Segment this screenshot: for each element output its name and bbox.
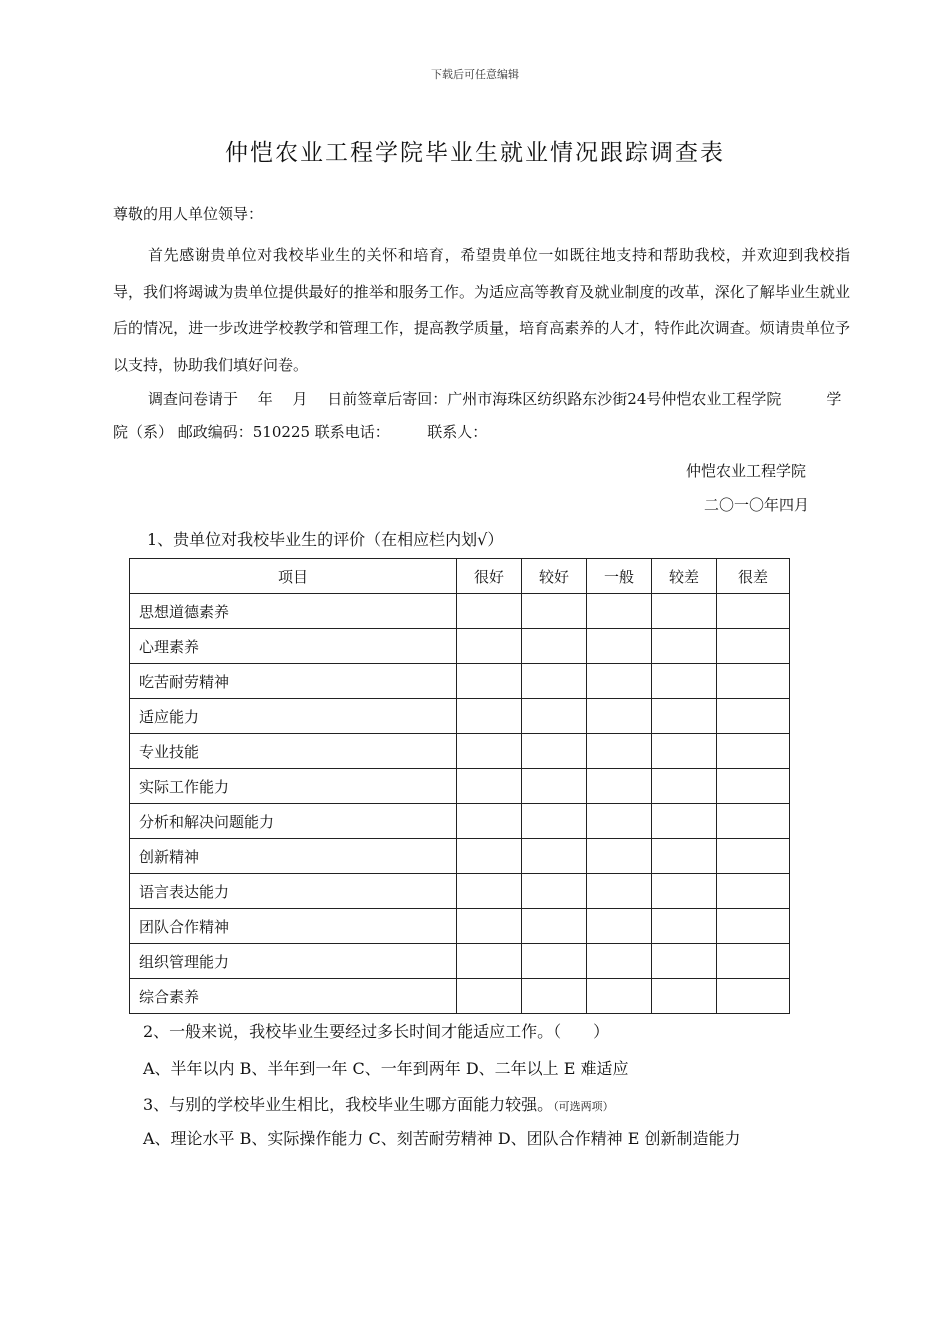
rating-item-label: 思想道德素养 — [130, 594, 457, 629]
table-row — [130, 769, 790, 804]
rating-checkbox-cell[interactable] — [717, 839, 790, 874]
rating-checkbox-cell[interactable] — [652, 594, 717, 629]
rating-table-header-row — [130, 559, 790, 594]
rating-checkbox-cell[interactable] — [717, 909, 790, 944]
rating-item-label: 综合素养 — [130, 979, 457, 1014]
table-row — [130, 979, 790, 1014]
intro-paragraph: 首先感谢贵单位对我校毕业生的关怀和培育，希望贵单位一如既往地支持和帮助我校，并欢迎到我校指导，我们将竭诚为贵单位提供最好的推举和服务工作。为适应高等教育及就业制度的改革，深化了解毕业生就业后的情况，进一步改进学校教学和管理工作，提高教学质量，培育高素养的人才，特作此次调查。烦请贵单位予以支持，协助我们填好问卷。 — [113, 246, 850, 374]
rating-checkbox-cell[interactable] — [457, 769, 522, 804]
rating-checkbox-cell[interactable] — [522, 594, 587, 629]
rating-checkbox-cell[interactable] — [522, 734, 587, 769]
rating-checkbox-cell[interactable] — [457, 664, 522, 699]
rating-checkbox-cell[interactable] — [457, 979, 522, 1014]
rating-checkbox-cell[interactable] — [587, 804, 652, 839]
rating-checkbox-cell[interactable] — [652, 874, 717, 909]
rating-item-label: 语言表达能力 — [130, 874, 457, 909]
rating-checkbox-cell[interactable] — [522, 769, 587, 804]
rating-checkbox-cell[interactable] — [587, 594, 652, 629]
question-2-options: A、半年以内 B、半年到一年 C、一年到两年 D、二年以上 E 难适应 — [143, 1059, 629, 1078]
table-row — [130, 664, 790, 699]
rating-checkbox-cell[interactable] — [652, 804, 717, 839]
rating-checkbox-cell[interactable] — [522, 909, 587, 944]
rating-checkbox-cell[interactable] — [457, 629, 522, 664]
rating-item-label: 实际工作能力 — [130, 769, 457, 804]
rating-table-body — [130, 594, 790, 1014]
rating-checkbox-cell[interactable] — [587, 629, 652, 664]
rating-checkbox-cell[interactable] — [522, 804, 587, 839]
rating-item-label: 团队合作精神 — [130, 909, 457, 944]
table-row — [130, 629, 790, 664]
rating-item-label: 组织管理能力 — [130, 944, 457, 979]
rating-checkbox-cell[interactable] — [652, 909, 717, 944]
question-3-options: A、理论水平 B、实际操作能力 C、刻苦耐劳精神 D、团队合作精神 E 创新制造能力 — [143, 1129, 741, 1148]
rating-item-label: 心理素养 — [130, 629, 457, 664]
rating-checkbox-cell[interactable] — [652, 629, 717, 664]
rating-checkbox-cell[interactable] — [652, 979, 717, 1014]
signature-org: 仲恺农业工程学院 — [686, 462, 807, 480]
header-good: 较好 — [522, 559, 587, 594]
rating-checkbox-cell[interactable] — [457, 944, 522, 979]
question-1-title: 1、贵单位对我校毕业生的评价（在相应栏内划√） — [147, 530, 504, 549]
rating-checkbox-cell[interactable] — [587, 909, 652, 944]
question-3-line — [143, 1092, 614, 1115]
header-very-poor: 很差 — [717, 559, 790, 594]
question-3-title: 3、与别的学校毕业生相比，我校毕业生哪方面能力较强。 — [143, 1095, 554, 1114]
rating-checkbox-cell[interactable] — [457, 734, 522, 769]
header-very-good: 很好 — [457, 559, 522, 594]
rating-checkbox-cell[interactable] — [717, 699, 790, 734]
rating-item-label: 适应能力 — [130, 699, 457, 734]
rating-checkbox-cell[interactable] — [522, 979, 587, 1014]
rating-checkbox-cell[interactable] — [522, 629, 587, 664]
rating-item-label: 吃苦耐劳精神 — [130, 664, 457, 699]
rating-checkbox-cell[interactable] — [457, 804, 522, 839]
rating-checkbox-cell[interactable] — [587, 699, 652, 734]
rating-checkbox-cell[interactable] — [587, 664, 652, 699]
rating-checkbox-cell[interactable] — [587, 944, 652, 979]
table-row — [130, 944, 790, 979]
rating-item-label: 专业技能 — [130, 734, 457, 769]
rating-checkbox-cell[interactable] — [652, 664, 717, 699]
rating-checkbox-cell[interactable] — [717, 664, 790, 699]
rating-checkbox-cell[interactable] — [522, 839, 587, 874]
rating-checkbox-cell[interactable] — [522, 944, 587, 979]
rating-checkbox-cell[interactable] — [717, 979, 790, 1014]
table-row — [130, 804, 790, 839]
rating-checkbox-cell[interactable] — [522, 664, 587, 699]
rating-item-label: 分析和解决问题能力 — [130, 804, 457, 839]
signature-date: 二〇一〇年四月 — [704, 496, 810, 514]
rating-checkbox-cell[interactable] — [652, 839, 717, 874]
salutation: 尊敬的用人单位领导： — [113, 205, 264, 223]
rating-checkbox-cell[interactable] — [587, 839, 652, 874]
rating-checkbox-cell[interactable] — [522, 874, 587, 909]
return-instructions: 调查问卷请于 年 月 日前签章后寄回：广州市海珠区纺织路东沙街24号仲恺农业工程学院 学院（系） 邮政编码：510225 联系电话： 联系人： — [113, 390, 842, 441]
rating-checkbox-cell[interactable] — [717, 804, 790, 839]
rating-checkbox-cell[interactable] — [717, 734, 790, 769]
rating-checkbox-cell[interactable] — [587, 979, 652, 1014]
rating-checkbox-cell[interactable] — [652, 734, 717, 769]
rating-checkbox-cell[interactable] — [457, 699, 522, 734]
table-row — [130, 594, 790, 629]
rating-checkbox-cell[interactable] — [717, 594, 790, 629]
question-2-title: 2、一般来说，我校毕业生要经过多长时间才能适应工作。（ ） — [143, 1022, 610, 1041]
rating-checkbox-cell[interactable] — [717, 944, 790, 979]
rating-checkbox-cell[interactable] — [717, 629, 790, 664]
header-poor: 较差 — [652, 559, 717, 594]
rating-checkbox-cell[interactable] — [652, 769, 717, 804]
rating-checkbox-cell[interactable] — [522, 699, 587, 734]
rating-checkbox-cell[interactable] — [587, 874, 652, 909]
header-item: 项目 — [130, 559, 457, 594]
rating-checkbox-cell[interactable] — [587, 769, 652, 804]
header-note: 下载后可任意编辑 — [431, 68, 519, 81]
table-row — [130, 839, 790, 874]
rating-checkbox-cell[interactable] — [457, 874, 522, 909]
rating-checkbox-cell[interactable] — [717, 874, 790, 909]
rating-table — [129, 558, 790, 1014]
rating-checkbox-cell[interactable] — [652, 699, 717, 734]
table-row — [130, 874, 790, 909]
table-row — [130, 699, 790, 734]
table-row — [130, 909, 790, 944]
rating-checkbox-cell[interactable] — [457, 594, 522, 629]
rating-checkbox-cell[interactable] — [587, 734, 652, 769]
rating-checkbox-cell[interactable] — [457, 909, 522, 944]
header-average: 一般 — [587, 559, 652, 594]
rating-checkbox-cell[interactable] — [457, 839, 522, 874]
rating-item-label: 创新精神 — [130, 839, 457, 874]
question-3-note: （可选两项） — [553, 1100, 614, 1113]
rating-checkbox-cell[interactable] — [717, 769, 790, 804]
table-row — [130, 734, 790, 769]
rating-checkbox-cell[interactable] — [652, 944, 717, 979]
page-title: 仲恺农业工程学院毕业生就业情况跟踪调查表 — [225, 140, 725, 166]
